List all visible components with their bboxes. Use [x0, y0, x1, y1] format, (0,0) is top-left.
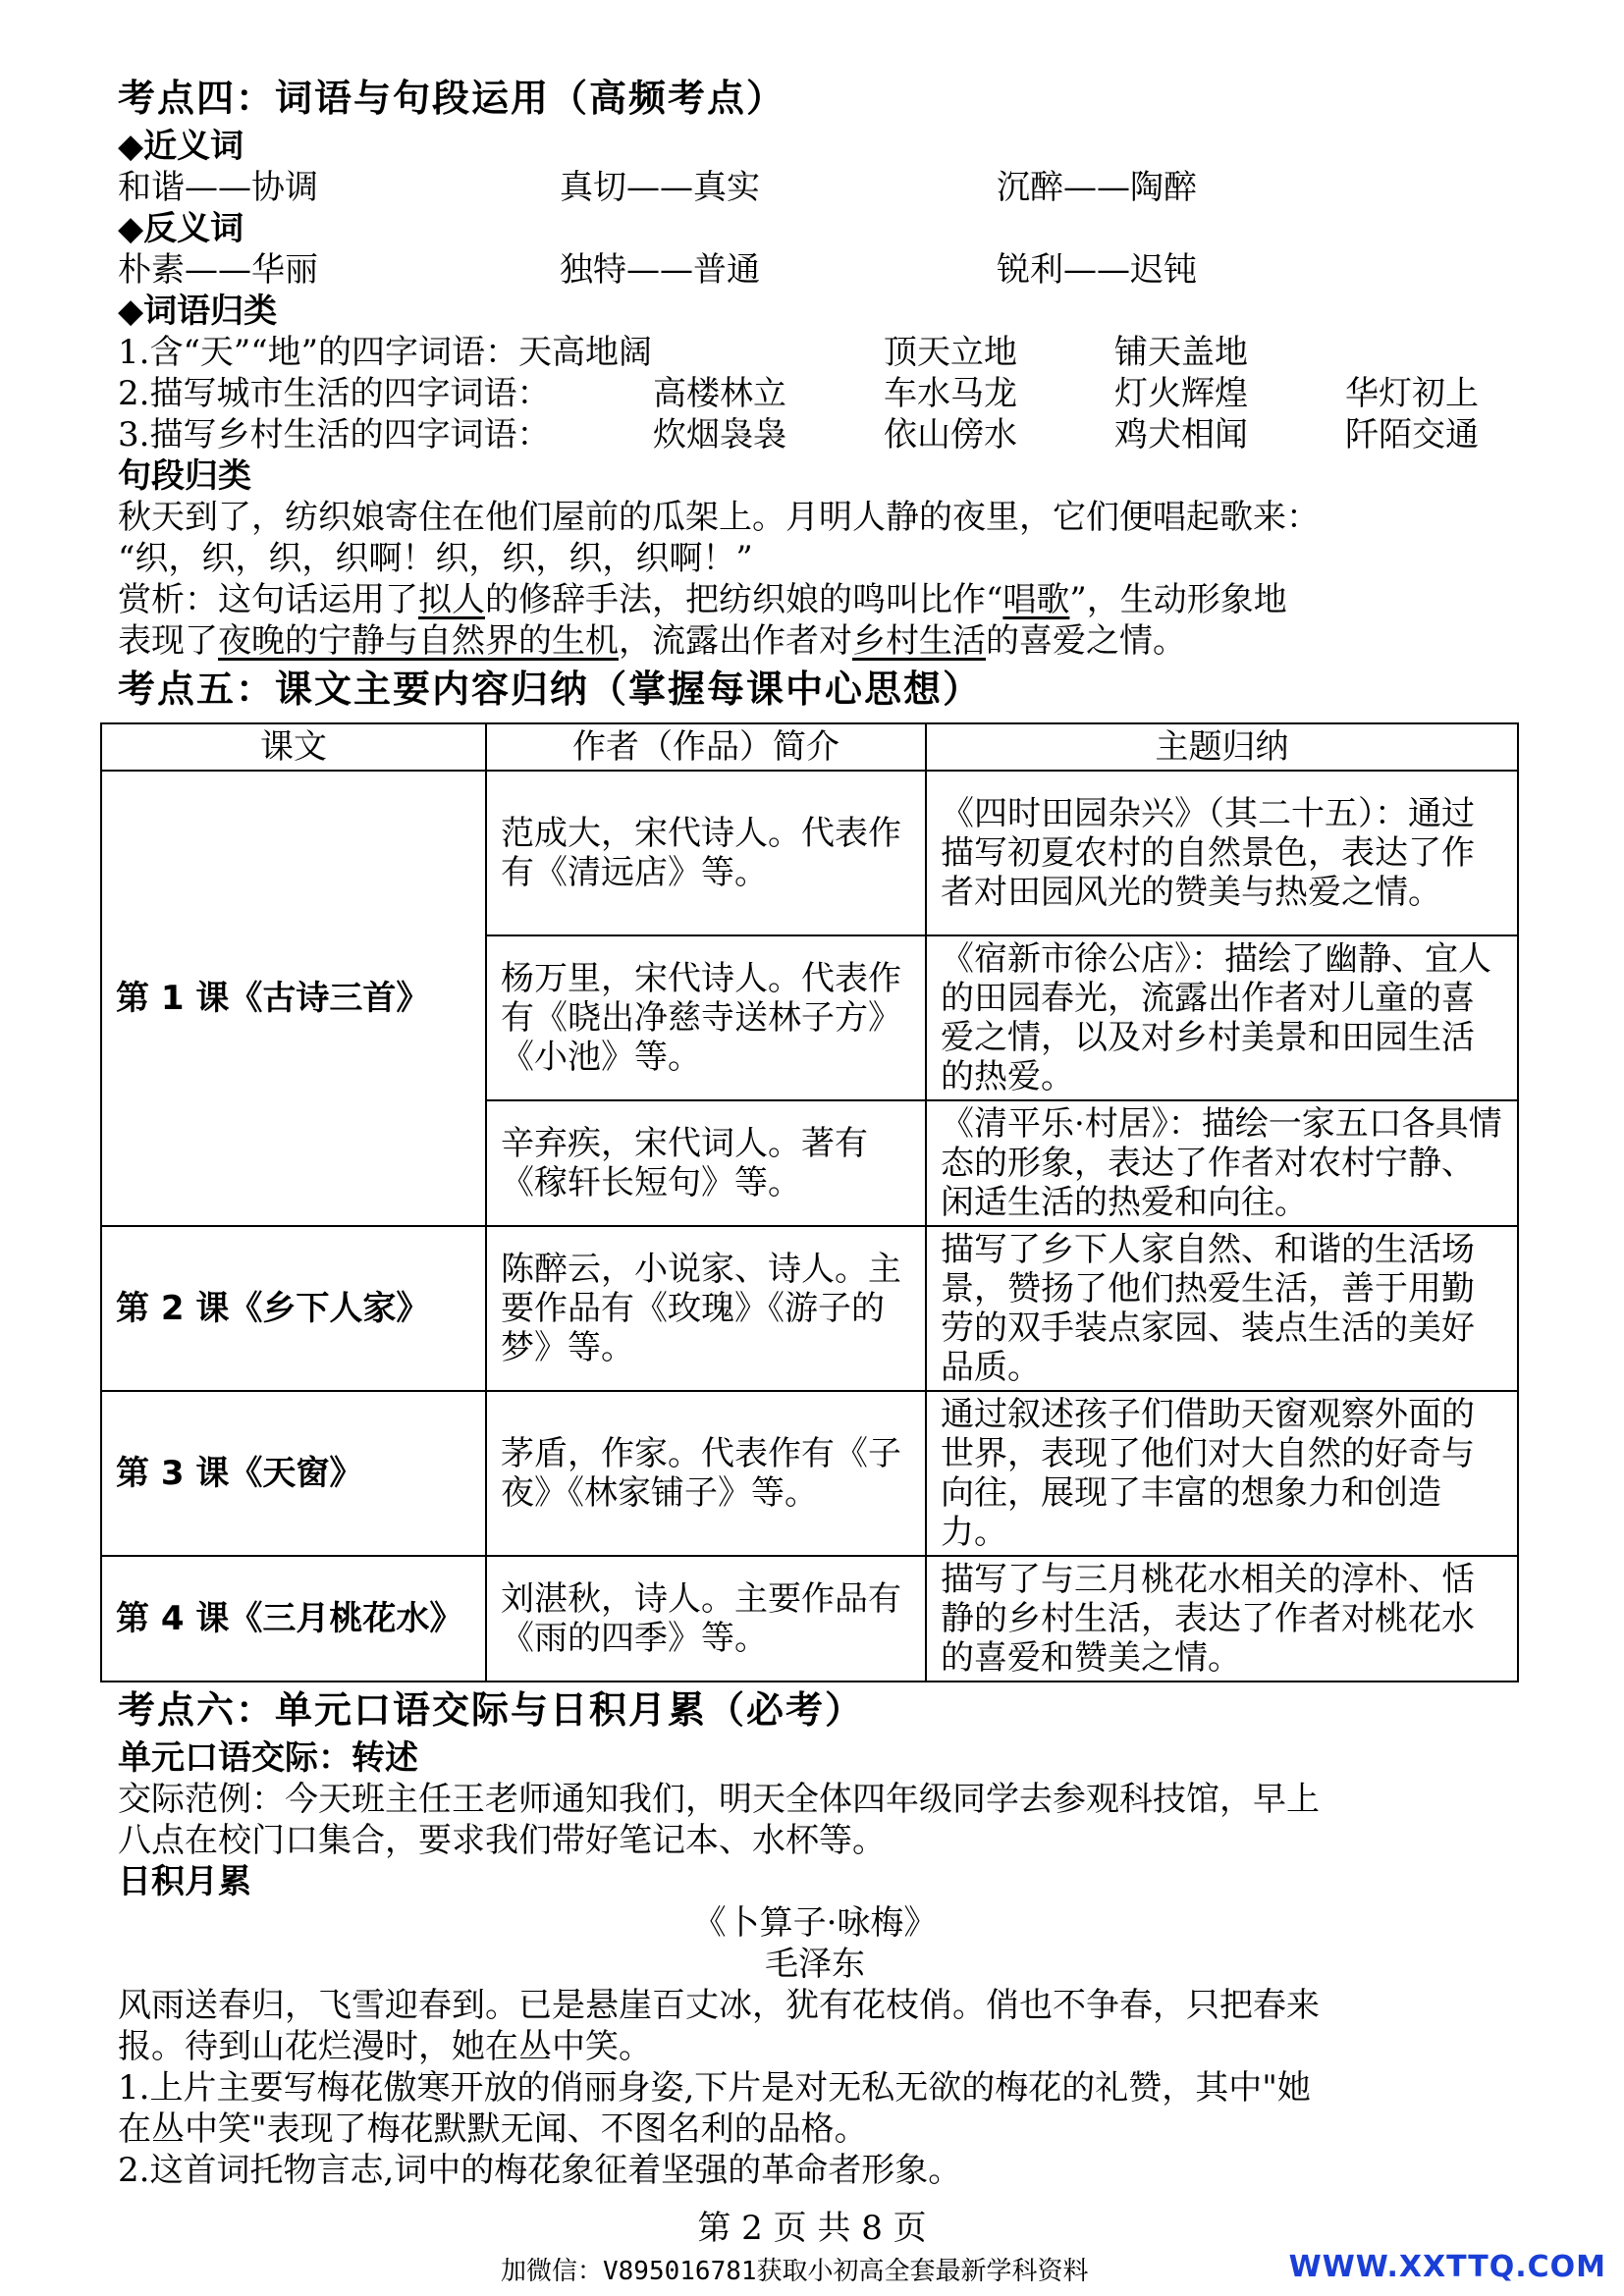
underlined-text: 唱歌	[1002, 580, 1070, 619]
classify-word: 华灯初上	[1345, 374, 1479, 413]
appreciation-line	[118, 620, 1512, 662]
table-header-row	[101, 723, 1518, 771]
text-run: ，流露出作者对	[619, 621, 852, 661]
note-line: 在丛中笑"表现了梅花默默无闻、不图名利的品格。	[118, 2109, 868, 2149]
classify-word: 铺天盖地	[1114, 333, 1248, 372]
classify-row	[118, 332, 1512, 373]
classify-label: 2.描写城市生活的四字词语：	[118, 374, 551, 413]
site-watermark[interactable]: WWW.XXTTQ.COM	[1288, 2250, 1606, 2284]
synonym-pair: 沉醉——陶醉	[997, 168, 1197, 207]
page-content	[118, 71, 1512, 2191]
classify-word: 车水马龙	[884, 374, 1017, 413]
appreciation-line	[118, 579, 1512, 620]
classify-word: 依山傍水	[884, 415, 1017, 454]
table-row	[101, 1391, 1518, 1556]
synonyms-row	[118, 167, 1512, 208]
author-cell: 范成大，宋代诗人。代表作有《清远店》等。	[486, 771, 926, 935]
author-cell: 茅盾，作家。代表作有《子夜》《林家铺子》等。	[486, 1391, 926, 1556]
theme-cell: 《宿新市徐公店》：描绘了幽静、宜人的田园春光，流露出作者对儿童的喜爱之情，以及对乡村美景和田园生活的热爱。	[926, 935, 1518, 1100]
underlined-text: 夜晚的宁静与自然界的生机	[218, 621, 619, 661]
text-run: 的修辞手法，把纺织娘的鸣叫比作“	[485, 580, 1003, 619]
text-run: ”，生动形象地	[1069, 580, 1287, 619]
classify-word: 顶天立地	[884, 333, 1017, 372]
column-header: 主题归纳	[926, 723, 1518, 771]
classify-label: 1.含“天”“地”的四字词语：天高地阔	[118, 333, 652, 372]
author-cell: 杨万里，宋代诗人。代表作有《晓出净慈寺送林子方》《小池》等。	[486, 935, 926, 1100]
sentence-line: 秋天到了，纺织娘寄住在他们屋前的瓜架上。月明人静的夜里，它们便唱起歌来：	[118, 498, 1320, 537]
section-5-title: 考点五：课文主要内容归纳（掌握每课中心思想）	[118, 667, 983, 711]
antonyms-row	[118, 249, 1512, 291]
underlined-text: 拟人	[418, 580, 485, 619]
classify-label: 3.描写乡村生活的四字词语：	[118, 415, 551, 454]
text-run: 的喜爱之情。	[986, 621, 1186, 661]
footer-ad-text: 加微信：V895016781获取小初高全套最新学科资料	[501, 2257, 1089, 2286]
poem-line: 风雨送春归，飞雪迎春到。已是悬崖百丈冰，犹有花枝俏。俏也不争春，只把春来	[118, 1986, 1320, 2025]
table-row	[101, 771, 1518, 935]
oral-heading: 单元口语交际：转述	[118, 1738, 418, 1778]
lesson-summary-table	[100, 722, 1519, 1682]
classify-word	[1345, 332, 1512, 373]
note-line: 1.上片主要写梅花傲寒开放的俏丽身姿,下片是对无私无欲的梅花的礼赞，其中"她	[118, 2068, 1311, 2108]
underlined-text: 乡村生活	[852, 621, 986, 661]
classify-word	[653, 332, 884, 373]
sentence-line: “织，织，织，织啊！织，织，织，织啊！”	[118, 539, 753, 578]
author-cell: 辛弃疾，宋代词人。著有《稼轩长短句》等。	[486, 1100, 926, 1226]
author-cell: 陈醉云，小说家、诗人。主要作品有《玫瑰》《游子的梦》等。	[486, 1226, 926, 1391]
classify-row	[118, 373, 1512, 414]
poem-author: 毛泽东	[765, 1945, 865, 1984]
page-number: 第 2 页 共 8 页	[697, 2209, 927, 2248]
lesson-name: 第 3 课《天窗》	[101, 1391, 486, 1556]
column-header: 课文	[101, 723, 486, 771]
section-4-title: 考点四：词语与句段运用（高频考点）	[118, 77, 786, 120]
classify-word: 高楼林立	[653, 374, 786, 413]
table-row	[101, 1226, 1518, 1391]
synonym-pair: 真切——真实	[560, 168, 760, 207]
word-classify-heading: ◆词语归类	[118, 292, 278, 331]
text-run: 赏析：这句话运用了	[118, 580, 418, 619]
theme-cell: 通过叙述孩子们借助天窗观察外面的世界，表现了他们对大自然的好奇与向往，展现了丰富的想象力和创造力。	[926, 1391, 1518, 1556]
theme-cell: 描写了与三月桃花水相关的淳朴、恬静的乡村生活，表达了作者对桃花水的喜爱和赞美之情。	[926, 1556, 1518, 1682]
lesson-name: 第 4 课《三月桃花水》	[101, 1556, 486, 1682]
classify-row	[118, 414, 1512, 455]
classify-word: 灯火辉煌	[1114, 374, 1248, 413]
text-run: 表现了	[118, 621, 218, 661]
antonym-pair: 锐利——迟钝	[997, 250, 1197, 290]
oral-example-line: 交际范例：今天班主任王老师通知我们，明天全体四年级同学去参观科技馆，早上	[118, 1780, 1320, 1819]
daily-heading: 日积月累	[118, 1862, 251, 1901]
note-line: 2.这首词托物言志,词中的梅花象征着坚强的革命者形象。	[118, 2151, 962, 2190]
antonyms-heading: ◆反义词	[118, 209, 244, 248]
sentence-heading: 句段归类	[118, 456, 251, 496]
synonym-pair: 和谐——协调	[118, 168, 318, 207]
antonym-pair: 独特——普通	[560, 250, 760, 290]
theme-cell: 描写了乡下人家自然、和谐的生活场景，赞扬了他们热爱生活，善于用勤劳的双手装点家园、装点生活的美好品质。	[926, 1226, 1518, 1391]
antonym-pair: 朴素——华丽	[118, 250, 318, 290]
classify-word: 鸡犬相闻	[1114, 415, 1248, 454]
lesson-name: 第 1 课《古诗三首》	[101, 771, 486, 1226]
column-header: 作者（作品）简介	[486, 723, 926, 771]
table-row	[101, 1556, 1518, 1682]
theme-cell: 《四时田园杂兴》（其二十五）：通过描写初夏农村的自然景色，表达了作者对田园风光的赞美与热爱之情。	[926, 771, 1518, 935]
section-6-title: 考点六：单元口语交际与日积月累（必考）	[118, 1688, 865, 1732]
oral-example-line: 八点在校门口集合，要求我们带好笔记本、水杯等。	[118, 1821, 886, 1860]
poem-line: 报。待到山花烂漫时，她在丛中笑。	[118, 2027, 652, 2066]
lesson-name: 第 2 课《乡下人家》	[101, 1226, 486, 1391]
theme-cell: 《清平乐·村居》：描绘一家五口各具情态的形象，表达了作者对农村宁静、闲适生活的热爱和向往。	[926, 1100, 1518, 1226]
classify-word: 炊烟袅袅	[653, 415, 786, 454]
classify-word: 阡陌交通	[1345, 415, 1479, 454]
author-cell: 刘湛秋，诗人。主要作品有《雨的四季》等。	[486, 1556, 926, 1682]
poem-title: 《卜算子·咏梅》	[692, 1903, 938, 1943]
synonyms-heading: ◆近义词	[118, 127, 244, 166]
